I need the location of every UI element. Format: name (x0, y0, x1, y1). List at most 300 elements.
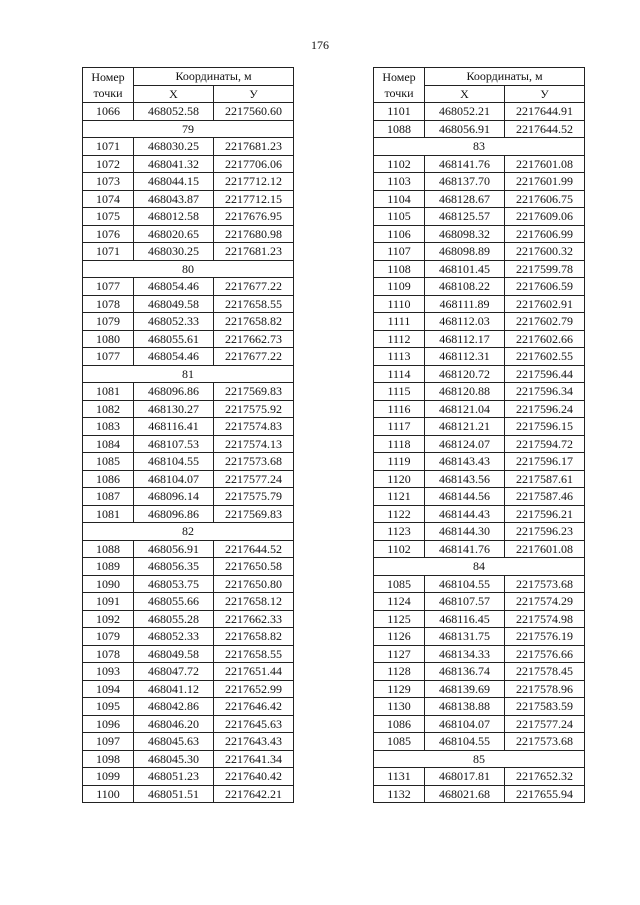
table-row (83, 715, 294, 733)
y-coordinate-cell: 2217644.91 (505, 103, 585, 121)
table-row (83, 785, 294, 803)
y-coordinate-cell: 2217569.83 (214, 505, 294, 523)
table-row (83, 488, 294, 506)
point-number-cell: 1090 (83, 575, 134, 593)
x-coordinate-cell: 468139.69 (425, 680, 505, 698)
point-number-cell: 1109 (374, 278, 425, 296)
y-coordinate-cell: 2217602.79 (505, 313, 585, 331)
point-number-cell: 1079 (83, 628, 134, 646)
point-number-cell: 1088 (83, 540, 134, 558)
point-number-cell: 1107 (374, 243, 425, 261)
table-row (374, 120, 585, 138)
point-number-cell: 1085 (374, 575, 425, 593)
x-coordinate-cell: 468053.75 (134, 575, 214, 593)
point-number-header-line1: Номер (91, 70, 125, 84)
y-coordinate-cell: 2217658.82 (214, 313, 294, 331)
y-coordinate-cell: 2217602.91 (505, 295, 585, 313)
y-coordinate-cell: 2217560.60 (214, 103, 294, 121)
point-number-cell: 1118 (374, 435, 425, 453)
point-number-cell: 1075 (83, 208, 134, 226)
x-coordinate-cell: 468056.91 (134, 540, 214, 558)
point-number-cell: 1119 (374, 453, 425, 471)
y-coordinate-cell: 2217601.08 (505, 155, 585, 173)
y-coordinate-cell: 2217573.68 (214, 453, 294, 471)
table-row (83, 313, 294, 331)
point-number-cell: 1086 (83, 470, 134, 488)
y-coordinate-cell: 2217587.61 (505, 470, 585, 488)
table-row (374, 278, 585, 296)
point-number-cell: 1078 (83, 645, 134, 663)
table-row (374, 190, 585, 208)
point-number-cell: 1099 (83, 768, 134, 786)
group-header-row (83, 523, 294, 541)
x-coordinate-cell: 468111.89 (425, 295, 505, 313)
y-coordinate-cell: 2217652.99 (214, 680, 294, 698)
x-coordinate-cell: 468052.58 (134, 103, 214, 121)
x-coordinate-cell: 468098.32 (425, 225, 505, 243)
y-coordinate-cell: 2217596.23 (505, 523, 585, 541)
y-coordinate-cell: 2217662.33 (214, 610, 294, 628)
table-row (374, 400, 585, 418)
x-coordinate-cell: 468055.28 (134, 610, 214, 628)
x-coordinate-cell: 468012.58 (134, 208, 214, 226)
group-header-row (374, 750, 585, 768)
y-coordinate-cell: 2217658.82 (214, 628, 294, 646)
x-coordinate-cell: 468017.81 (425, 768, 505, 786)
table-row (83, 330, 294, 348)
x-coordinate-cell: 468138.88 (425, 698, 505, 716)
table-row (83, 750, 294, 768)
point-number-cell: 1081 (83, 383, 134, 401)
table-row (83, 348, 294, 366)
x-coordinate-cell: 468043.87 (134, 190, 214, 208)
table-row (83, 243, 294, 261)
x-coordinate-cell: 468055.66 (134, 593, 214, 611)
point-number-header (374, 68, 425, 103)
x-coordinate-cell: 468116.41 (134, 418, 214, 436)
y-coordinate-cell: 2217646.42 (214, 698, 294, 716)
y-coordinate-cell: 2217680.98 (214, 225, 294, 243)
table-row (374, 103, 585, 121)
table-row (374, 680, 585, 698)
y-coordinate-cell: 2217575.92 (214, 400, 294, 418)
x-coordinate-cell: 468041.12 (134, 680, 214, 698)
x-coordinate-cell: 468143.56 (425, 470, 505, 488)
y-coordinate-cell: 2217602.55 (505, 348, 585, 366)
y-coordinate-cell: 2217644.52 (214, 540, 294, 558)
x-coordinate-cell: 468052.33 (134, 313, 214, 331)
group-number-cell: 79 (83, 120, 294, 138)
point-number-cell: 1113 (374, 348, 425, 366)
x-coordinate-cell: 468112.31 (425, 348, 505, 366)
x-coordinate-cell: 468121.04 (425, 400, 505, 418)
y-coordinate-cell: 2217645.63 (214, 715, 294, 733)
table-row (83, 628, 294, 646)
table-row (83, 733, 294, 751)
x-coordinate-cell: 468104.55 (425, 733, 505, 751)
group-header-row (374, 138, 585, 156)
table-row (374, 715, 585, 733)
x-coordinate-cell: 468104.07 (425, 715, 505, 733)
x-coordinate-cell: 468096.14 (134, 488, 214, 506)
point-number-header-line2: точки (384, 86, 414, 100)
x-coordinate-cell: 468055.61 (134, 330, 214, 348)
point-number-cell: 1102 (374, 155, 425, 173)
x-coordinate-cell: 468045.30 (134, 750, 214, 768)
y-column-header: У (505, 85, 585, 103)
point-number-cell: 1085 (83, 453, 134, 471)
point-number-cell: 1112 (374, 330, 425, 348)
x-coordinate-cell: 468124.07 (425, 435, 505, 453)
point-number-cell: 1089 (83, 558, 134, 576)
y-coordinate-cell: 2217587.46 (505, 488, 585, 506)
x-coordinate-cell: 468121.21 (425, 418, 505, 436)
y-coordinate-cell: 2217677.22 (214, 278, 294, 296)
point-number-cell: 1077 (83, 348, 134, 366)
x-coordinate-cell: 468107.53 (134, 435, 214, 453)
y-coordinate-cell: 2217712.12 (214, 173, 294, 191)
point-number-cell: 1066 (83, 103, 134, 121)
table-row (83, 698, 294, 716)
table-row (374, 785, 585, 803)
x-coordinate-cell: 468047.72 (134, 663, 214, 681)
y-coordinate-cell: 2217596.21 (505, 505, 585, 523)
point-number-cell: 1111 (374, 313, 425, 331)
table-row (83, 383, 294, 401)
y-coordinate-cell: 2217596.24 (505, 400, 585, 418)
y-coordinate-cell: 2217643.43 (214, 733, 294, 751)
x-coordinate-cell: 468020.65 (134, 225, 214, 243)
point-number-cell: 1086 (374, 715, 425, 733)
table-row (374, 505, 585, 523)
point-number-cell: 1072 (83, 155, 134, 173)
point-number-cell: 1091 (83, 593, 134, 611)
y-coordinate-cell: 2217677.22 (214, 348, 294, 366)
point-number-cell: 1097 (83, 733, 134, 751)
group-header-row (374, 558, 585, 576)
point-number-cell: 1116 (374, 400, 425, 418)
point-number-cell: 1073 (83, 173, 134, 191)
x-coordinate-cell: 468134.33 (425, 645, 505, 663)
point-number-header-line2: точки (93, 86, 123, 100)
table-row (83, 208, 294, 226)
coordinates-header: Координаты, м (425, 68, 585, 86)
table-row (374, 348, 585, 366)
table-row (374, 260, 585, 278)
y-coordinate-cell: 2217601.08 (505, 540, 585, 558)
point-number-cell: 1084 (83, 435, 134, 453)
table-row (83, 295, 294, 313)
point-number-cell: 1129 (374, 680, 425, 698)
point-number-cell: 1094 (83, 680, 134, 698)
x-coordinate-cell: 468104.55 (425, 575, 505, 593)
point-number-cell: 1071 (83, 243, 134, 261)
table-row (374, 628, 585, 646)
y-coordinate-cell: 2217609.06 (505, 208, 585, 226)
table-header-row (374, 68, 585, 86)
point-number-cell: 1092 (83, 610, 134, 628)
page-number: 176 (311, 38, 329, 52)
x-coordinate-cell: 468056.35 (134, 558, 214, 576)
x-coordinate-cell: 468049.58 (134, 295, 214, 313)
x-coordinate-cell: 468021.68 (425, 785, 505, 803)
y-coordinate-cell: 2217606.59 (505, 278, 585, 296)
point-number-cell: 1081 (83, 505, 134, 523)
table-row (83, 453, 294, 471)
y-coordinate-cell: 2217650.58 (214, 558, 294, 576)
y-coordinate-cell: 2217599.78 (505, 260, 585, 278)
point-number-cell: 1093 (83, 663, 134, 681)
coordinates-table-right (373, 67, 585, 803)
y-coordinate-cell: 2217577.24 (214, 470, 294, 488)
x-coordinate-cell: 468052.21 (425, 103, 505, 121)
y-coordinate-cell: 2217712.15 (214, 190, 294, 208)
table-row (374, 645, 585, 663)
x-coordinate-cell: 468112.03 (425, 313, 505, 331)
x-coordinate-cell: 468044.15 (134, 173, 214, 191)
x-coordinate-cell: 468130.27 (134, 400, 214, 418)
point-number-cell: 1104 (374, 190, 425, 208)
x-coordinate-cell: 468045.63 (134, 733, 214, 751)
x-coordinate-cell: 468101.45 (425, 260, 505, 278)
y-coordinate-cell: 2217681.23 (214, 138, 294, 156)
y-coordinate-cell: 2217576.66 (505, 645, 585, 663)
y-coordinate-cell: 2217602.66 (505, 330, 585, 348)
y-coordinate-cell: 2217706.06 (214, 155, 294, 173)
table-row (83, 155, 294, 173)
y-coordinate-cell: 2217578.96 (505, 680, 585, 698)
x-coordinate-cell: 468120.88 (425, 383, 505, 401)
table-row (83, 768, 294, 786)
x-coordinate-cell: 468144.30 (425, 523, 505, 541)
x-coordinate-cell: 468054.46 (134, 278, 214, 296)
group-number-cell: 80 (83, 260, 294, 278)
y-coordinate-cell: 2217640.42 (214, 768, 294, 786)
point-number-cell: 1132 (374, 785, 425, 803)
table-header-row (83, 68, 294, 86)
point-number-cell: 1124 (374, 593, 425, 611)
x-coordinate-cell: 468128.67 (425, 190, 505, 208)
group-number-cell: 83 (374, 138, 585, 156)
point-number-cell: 1077 (83, 278, 134, 296)
x-coordinate-cell: 468049.58 (134, 645, 214, 663)
table-row (83, 505, 294, 523)
point-number-cell: 1101 (374, 103, 425, 121)
x-coordinate-cell: 468051.23 (134, 768, 214, 786)
x-coordinate-cell: 468144.43 (425, 505, 505, 523)
y-coordinate-cell: 2217575.79 (214, 488, 294, 506)
point-number-cell: 1095 (83, 698, 134, 716)
point-number-cell: 1110 (374, 295, 425, 313)
y-coordinate-cell: 2217641.34 (214, 750, 294, 768)
point-number-cell: 1108 (374, 260, 425, 278)
table-row (374, 155, 585, 173)
point-number-cell: 1100 (83, 785, 134, 803)
table-row (374, 435, 585, 453)
x-coordinate-cell: 468096.86 (134, 505, 214, 523)
y-coordinate-cell: 2217658.55 (214, 295, 294, 313)
x-coordinate-cell: 468054.46 (134, 348, 214, 366)
coordinates-header: Координаты, м (134, 68, 294, 86)
point-number-header (83, 68, 134, 103)
group-header-row (83, 365, 294, 383)
x-coordinate-cell: 468141.76 (425, 540, 505, 558)
x-coordinate-cell: 468141.76 (425, 155, 505, 173)
table-row (374, 365, 585, 383)
group-number-cell: 81 (83, 365, 294, 383)
y-coordinate-cell: 2217583.59 (505, 698, 585, 716)
x-coordinate-cell: 468030.25 (134, 138, 214, 156)
y-coordinate-cell: 2217596.44 (505, 365, 585, 383)
table-row (83, 225, 294, 243)
x-column-header: X (425, 85, 505, 103)
point-number-cell: 1131 (374, 768, 425, 786)
table-row (83, 190, 294, 208)
x-coordinate-cell: 468051.51 (134, 785, 214, 803)
table-row (83, 138, 294, 156)
x-coordinate-cell: 468108.22 (425, 278, 505, 296)
table-row (374, 418, 585, 436)
y-coordinate-cell: 2217569.83 (214, 383, 294, 401)
point-number-cell: 1103 (374, 173, 425, 191)
point-number-cell: 1074 (83, 190, 134, 208)
x-coordinate-cell: 468137.70 (425, 173, 505, 191)
x-coordinate-cell: 468144.56 (425, 488, 505, 506)
x-coordinate-cell: 468143.43 (425, 453, 505, 471)
point-number-cell: 1105 (374, 208, 425, 226)
point-number-cell: 1106 (374, 225, 425, 243)
point-number-cell: 1102 (374, 540, 425, 558)
table-row (83, 540, 294, 558)
x-coordinate-cell: 468120.72 (425, 365, 505, 383)
point-number-cell: 1128 (374, 663, 425, 681)
x-coordinate-cell: 468112.17 (425, 330, 505, 348)
table-row (83, 593, 294, 611)
table-row (83, 470, 294, 488)
group-number-cell: 85 (374, 750, 585, 768)
y-coordinate-cell: 2217596.15 (505, 418, 585, 436)
y-coordinate-cell: 2217601.99 (505, 173, 585, 191)
y-coordinate-cell: 2217576.19 (505, 628, 585, 646)
point-number-cell: 1088 (374, 120, 425, 138)
table-row (374, 383, 585, 401)
y-coordinate-cell: 2217662.73 (214, 330, 294, 348)
point-number-cell: 1115 (374, 383, 425, 401)
x-column-header: X (134, 85, 214, 103)
table-row (374, 330, 585, 348)
point-number-cell: 1082 (83, 400, 134, 418)
y-coordinate-cell: 2217574.83 (214, 418, 294, 436)
table-row (374, 243, 585, 261)
table-row (374, 470, 585, 488)
group-header-row (83, 120, 294, 138)
table-row (374, 663, 585, 681)
point-number-cell: 1126 (374, 628, 425, 646)
table-row (83, 680, 294, 698)
table-row (374, 488, 585, 506)
y-coordinate-cell: 2217574.13 (214, 435, 294, 453)
table-row (83, 558, 294, 576)
point-number-cell: 1125 (374, 610, 425, 628)
y-coordinate-cell: 2217594.72 (505, 435, 585, 453)
y-coordinate-cell: 2217573.68 (505, 733, 585, 751)
y-coordinate-cell: 2217577.24 (505, 715, 585, 733)
x-coordinate-cell: 468041.32 (134, 155, 214, 173)
x-coordinate-cell: 468056.91 (425, 120, 505, 138)
y-coordinate-cell: 2217655.94 (505, 785, 585, 803)
y-coordinate-cell: 2217596.34 (505, 383, 585, 401)
table-row (83, 418, 294, 436)
table-row (374, 610, 585, 628)
y-coordinate-cell: 2217651.44 (214, 663, 294, 681)
table-row (374, 208, 585, 226)
x-coordinate-cell: 468030.25 (134, 243, 214, 261)
point-number-cell: 1080 (83, 330, 134, 348)
table-row (374, 768, 585, 786)
x-coordinate-cell: 468098.89 (425, 243, 505, 261)
point-number-cell: 1120 (374, 470, 425, 488)
x-coordinate-cell: 468131.75 (425, 628, 505, 646)
point-number-cell: 1123 (374, 523, 425, 541)
x-coordinate-cell: 468052.33 (134, 628, 214, 646)
y-coordinate-cell: 2217606.75 (505, 190, 585, 208)
y-coordinate-cell: 2217658.12 (214, 593, 294, 611)
point-number-cell: 1121 (374, 488, 425, 506)
point-number-cell: 1127 (374, 645, 425, 663)
point-number-cell: 1117 (374, 418, 425, 436)
x-coordinate-cell: 468107.57 (425, 593, 505, 611)
point-number-cell: 1079 (83, 313, 134, 331)
y-coordinate-cell: 2217578.45 (505, 663, 585, 681)
x-coordinate-cell: 468046.20 (134, 715, 214, 733)
table-row (374, 453, 585, 471)
point-number-cell: 1083 (83, 418, 134, 436)
table-row (374, 733, 585, 751)
y-coordinate-cell: 2217642.21 (214, 785, 294, 803)
y-coordinate-cell: 2217681.23 (214, 243, 294, 261)
table-row (374, 225, 585, 243)
point-number-cell: 1122 (374, 505, 425, 523)
group-number-cell: 82 (83, 523, 294, 541)
table-row (83, 575, 294, 593)
point-number-cell: 1076 (83, 225, 134, 243)
table-row (374, 313, 585, 331)
point-number-cell: 1078 (83, 295, 134, 313)
point-number-cell: 1114 (374, 365, 425, 383)
point-number-cell: 1096 (83, 715, 134, 733)
group-number-cell: 84 (374, 558, 585, 576)
x-coordinate-cell: 468125.57 (425, 208, 505, 226)
group-header-row (83, 260, 294, 278)
y-coordinate-cell: 2217600.32 (505, 243, 585, 261)
point-number-header-line1: Номер (382, 70, 416, 84)
y-coordinate-cell: 2217573.68 (505, 575, 585, 593)
y-coordinate-cell: 2217574.29 (505, 593, 585, 611)
table-row (83, 663, 294, 681)
table-row (83, 400, 294, 418)
y-coordinate-cell: 2217650.80 (214, 575, 294, 593)
table-row (374, 698, 585, 716)
y-coordinate-cell: 2217596.17 (505, 453, 585, 471)
y-coordinate-cell: 2217606.99 (505, 225, 585, 243)
x-coordinate-cell: 468116.45 (425, 610, 505, 628)
y-coordinate-cell: 2217676.95 (214, 208, 294, 226)
table-row (374, 593, 585, 611)
y-coordinate-cell: 2217658.55 (214, 645, 294, 663)
point-number-cell: 1098 (83, 750, 134, 768)
x-coordinate-cell: 468042.86 (134, 698, 214, 716)
y-coordinate-cell: 2217574.98 (505, 610, 585, 628)
